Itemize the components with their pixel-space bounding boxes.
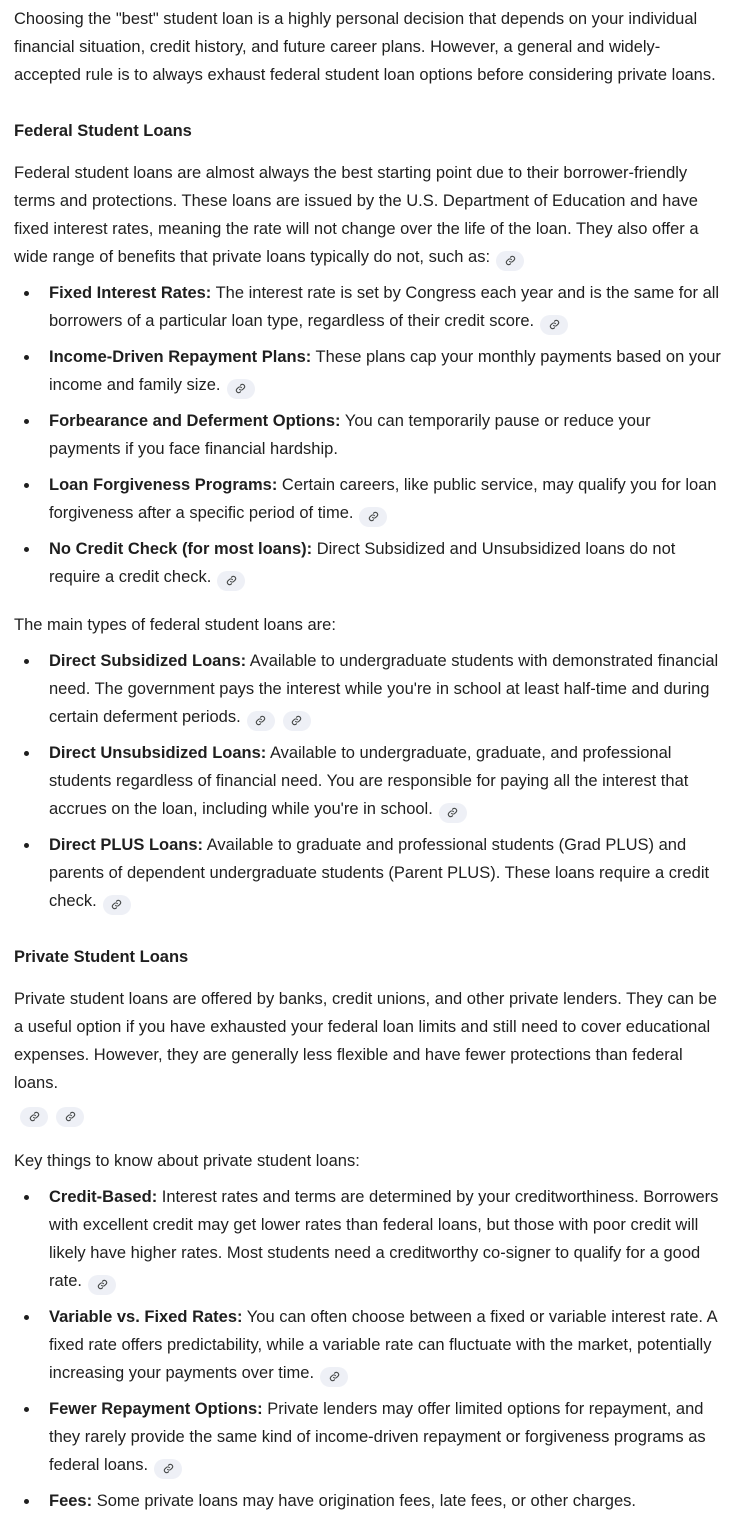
link-icon [97,1279,108,1290]
private-points-list [14,1183,725,1515]
federal-heading: Federal Student Loans [14,122,192,140]
list-item: Direct PLUS Loans: Available to graduate and professional students (Grad PLUS) and parents of dependent undergraduate students (Parent PLUS). These loans require a credit check. [14,831,725,915]
list-item: No Credit Check (for most loans): Direct Subsidized and Unsubsidized loans do not require a credit check. [14,535,725,591]
source-link-chip[interactable] [496,251,524,271]
link-icon [163,1463,174,1474]
link-icon [447,807,458,818]
link-icon [505,255,516,266]
list-item: Loan Forgiveness Programs: Certain careers, like public service, may qualify you for loan forgiveness after a specific period of time. [14,471,725,527]
list-item: Income-Driven Repayment Plans: These plans cap your monthly payments based on your income and family size. [14,343,725,399]
private-paragraph: Private student loans are offered by banks, credit unions, and other private lenders. They can be a useful option if you have exhausted your federal loan limits and still need to cover educational expenses. However, they are generally less flexible and have fewer protections than federal loans. [14,990,717,1092]
federal-paragraph: Federal student loans are almost always the best starting point due to their borrower-friendly terms and protections. These loans are issued by the U.S. Department of Education and have fixed interest rates, meaning the rate will not change over the life of the loan. They also offer a wide range of benefits that private loans typically do not, such as: [14,159,725,271]
link-icon [65,1111,76,1122]
private-key-intro: Key things to know about private student loans: [14,1152,360,1170]
list-item: Fees: Some private loans may have origination fees, late fees, or other charges. [14,1487,725,1515]
source-link-chip[interactable] [227,379,255,399]
list-item: Direct Unsubsidized Loans: Available to undergraduate, graduate, and professional students regardless of financial need. You are responsible for paying all the interest that accrues on the loan, including while you're in school. [14,739,725,823]
federal-types-intro: The main types of federal student loans are: [14,616,336,634]
list-item: Forbearance and Deferment Options: You can temporarily pause or reduce your payments if you face financial hardship. [14,407,725,463]
federal-types-list [14,647,725,915]
source-link-chip[interactable] [359,507,387,527]
source-link-chip[interactable] [439,803,467,823]
source-link-chip[interactable] [247,711,275,731]
list-item: Fewer Repayment Options: Private lenders may offer limited options for repayment, and they rarely provide the same kind of income-driven repayment or forgiveness programs as federal loans. [14,1395,725,1479]
link-icon [291,715,302,726]
link-icon [226,575,237,586]
link-icon [255,715,266,726]
source-link-chip[interactable] [540,315,568,335]
source-link-chip[interactable] [88,1275,116,1295]
link-icon [111,899,122,910]
source-link-chip[interactable] [320,1367,348,1387]
source-link-chip[interactable] [20,1107,48,1127]
list-item: Credit-Based: Interest rates and terms are determined by your creditworthiness. Borrowers with excellent credit may get lower rates than federal loans, but those with poor credit will likely have higher rates. Most students need a creditworthy co-signer to qualify for a good rate. [14,1183,725,1295]
source-link-chip[interactable] [56,1107,84,1127]
link-icon [235,383,246,394]
private-source-chips [20,1105,725,1133]
link-icon [549,319,560,330]
federal-benefits-list [14,279,725,591]
source-link-chip[interactable] [103,895,131,915]
intro-paragraph: Choosing the "best" student loan is a highly personal decision that depends on your individual financial situation, credit history, and future career plans. However, a general and widely-accepted rule is to always exhaust federal student loan options before considering private loans. [14,10,716,84]
link-icon [329,1371,340,1382]
source-link-chip[interactable] [154,1459,182,1479]
source-link-chip[interactable] [283,711,311,731]
source-link-chip[interactable] [217,571,245,591]
list-item: Direct Subsidized Loans: Available to undergraduate students with demonstrated financial need. The government pays the interest while you're in school at least half-time and during certain deferment periods. [14,647,725,731]
list-item: Fixed Interest Rates: The interest rate is set by Congress each year and is the same for all borrowers of a particular loan type, regardless of their credit score. [14,279,725,335]
list-item: Variable vs. Fixed Rates: You can often choose between a fixed or variable interest rate. A fixed rate offers predictability, while a variable rate can fluctuate with the market, potentially increasing your payments over time. [14,1303,725,1387]
private-heading: Private Student Loans [14,948,189,966]
link-icon [29,1111,40,1122]
link-icon [368,511,379,522]
